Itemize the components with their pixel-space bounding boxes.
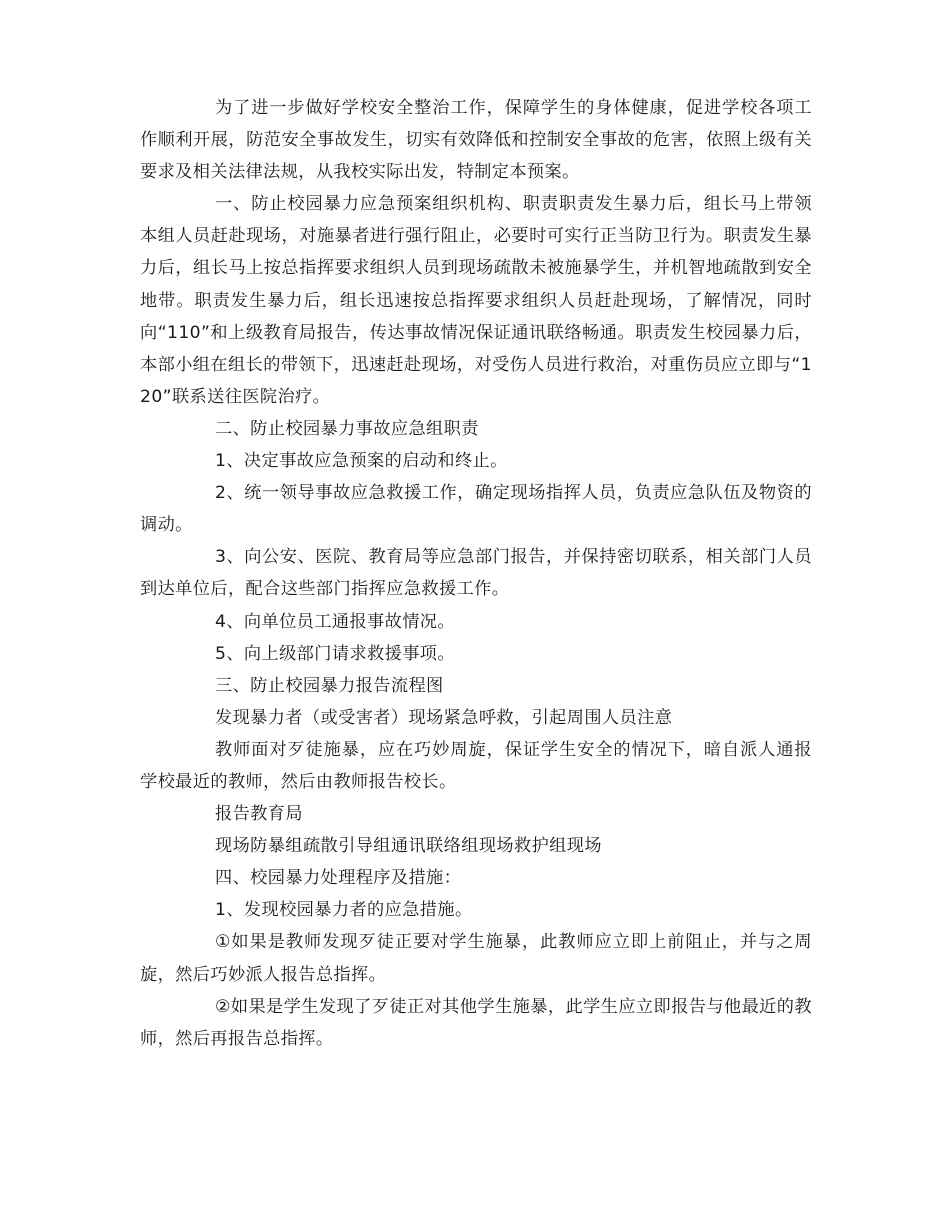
intro-paragraph: 为了进一步做好学校安全整治工作，保障学生的身体健康，促进学校各项工作顺利开展，防范安全事故发生，切实有效降低和控制安全事故的危害，依照上级有关要求及相关法律法规，从我校实际出发，特制定本预案。 [140, 98, 812, 183]
duty-item-4: 4、向单位员工通报事故情况。 [215, 611, 455, 632]
section-1-paragraph: 一、防止校园暴力应急预案组织机构、职责职责发生暴力后，组长马上带领本组人员赶赴现场，对施暴者进行强行阻止，必要时可实行正当防卫行为。职责发生暴力后，组长马上按总指挥要求组织人员到现场疏散未被施暴学生，并机智地疏散到安全地带。职责发生暴力后，组长迅速按总指挥要求组织人员赶赴现场，了解情况，同时向“110”和上级教育局报告，传达事故情况保证通讯联络畅通。职责发生校园暴力后，本部小组在组长的带领下，迅速赶赴现场，对受伤人员进行救治，对重伤员应立即与“120”联系送往医院治疗。 [140, 194, 812, 407]
duty-item-2: 2、统一领导事故应急救援工作，确定现场指挥人员，负责应急队伍及物资的调动。 [140, 483, 812, 536]
measure-subitem-2: ②如果是学生发现了歹徒正对其他学生施暴，此学生应立即报告与他最近的教师，然后再报告总指挥。 [140, 996, 812, 1049]
duty-item-5: 5、向上级部门请求救援事项。 [215, 643, 455, 664]
section-2-heading: 二、防止校园暴力事故应急组职责 [215, 418, 479, 439]
section-4-heading: 四、校园暴力处理程序及措施： [215, 868, 462, 889]
flow-step-3: 报告教育局 [215, 804, 303, 825]
flow-step-2: 教师面对歹徒施暴，应在巧妙周旋，保证学生安全的情况下，暗自派人通报学校最近的教师，然后由教师报告校长。 [140, 739, 812, 792]
document-page [140, 92, 812, 1055]
flow-step-1: 发现暴力者（或受害者）现场紧急呼救，引起周围人员注意 [215, 707, 673, 728]
duty-item-1: 1、决定事故应急预案的启动和终止。 [215, 451, 508, 472]
duty-item-3: 3、向公安、医院、教育局等应急部门报告，并保持密切联系，相关部门人员到达单位后，配合这些部门指挥应急救援工作。 [140, 547, 812, 600]
section-3-heading: 三、防止校园暴力报告流程图 [215, 675, 444, 696]
measure-item-1: 1、发现校园暴力者的应急措施。 [215, 900, 473, 921]
measure-subitem-1: ①如果是教师发现歹徒正要对学生施暴，此教师应立即上前阻止，并与之周旋，然后巧妙派人报告总指挥。 [140, 932, 812, 985]
flow-step-4: 现场防暴组疏散引导组通讯联络组现场救护组现场 [215, 836, 602, 857]
